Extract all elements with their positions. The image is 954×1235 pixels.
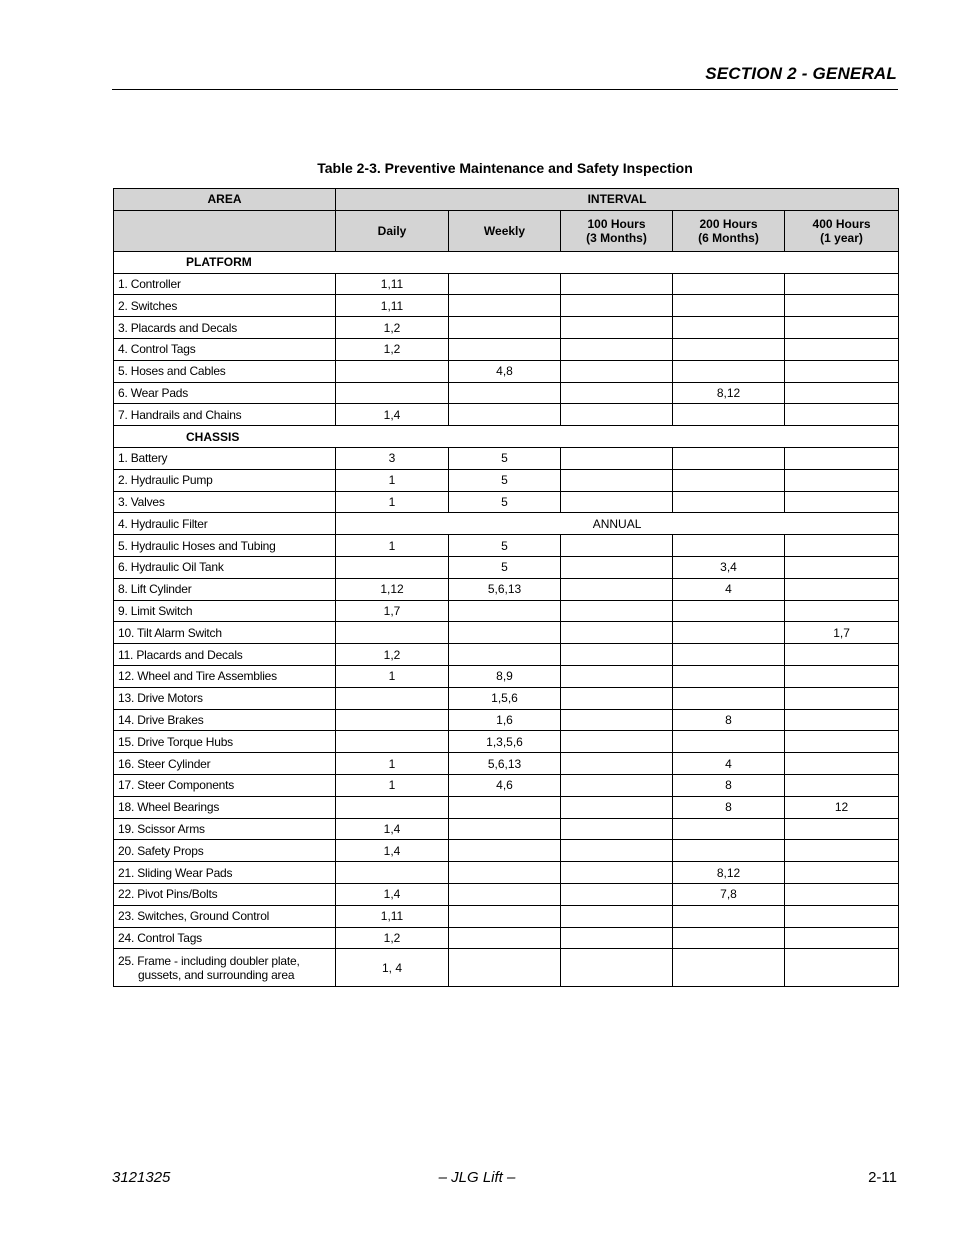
weekly-cell: 5 xyxy=(449,469,561,491)
table-row xyxy=(114,491,899,513)
table-row xyxy=(114,796,899,818)
100-hours-cell xyxy=(561,447,673,469)
area-cell: 8. Lift Cylinder xyxy=(114,578,336,600)
table-row xyxy=(114,687,899,709)
400-hours-cell xyxy=(785,840,899,862)
weekly-cell xyxy=(449,862,561,884)
daily-cell: 3 xyxy=(336,447,449,469)
area-cell: 7. Handrails and Chains xyxy=(114,404,336,426)
weekly-cell xyxy=(449,382,561,404)
400-hours-cell xyxy=(785,600,899,622)
200-hours-cell xyxy=(673,927,785,949)
weekly-cell: 5,6,13 xyxy=(449,578,561,600)
400-hours-cell xyxy=(785,644,899,666)
weekly-cell: 1,5,6 xyxy=(449,687,561,709)
100-hours-cell xyxy=(561,578,673,600)
200-hours-cell xyxy=(673,731,785,753)
100-hours-cell xyxy=(561,338,673,360)
weekly-cell xyxy=(449,622,561,644)
weekly-cell xyxy=(449,338,561,360)
400-hours-cell xyxy=(785,447,899,469)
400-hours-cell xyxy=(785,404,899,426)
400-hours-label: 400 Hours xyxy=(812,216,871,231)
table-row xyxy=(114,753,899,775)
table-row xyxy=(114,600,899,622)
400-hours-cell xyxy=(785,862,899,884)
weekly-cell: 1,3,5,6 xyxy=(449,731,561,753)
weekly-cell xyxy=(449,818,561,840)
100-hours-cell xyxy=(561,796,673,818)
area-cell xyxy=(114,949,336,987)
3-months-label: (3 Months) xyxy=(586,230,647,245)
100-hours-cell xyxy=(561,556,673,578)
area-cell: 3. Placards and Decals xyxy=(114,317,336,339)
daily-cell: 1,4 xyxy=(336,818,449,840)
table-row xyxy=(114,295,899,317)
100-hours-cell xyxy=(561,774,673,796)
400-hours-cell xyxy=(785,665,899,687)
area-subheader-blank xyxy=(114,210,336,251)
daily-cell: 1,11 xyxy=(336,905,449,927)
200-hours-cell xyxy=(673,644,785,666)
400-hours-cell xyxy=(785,491,899,513)
400-hours-cell xyxy=(785,578,899,600)
area-cell: 19. Scissor Arms xyxy=(114,818,336,840)
400-hours-cell xyxy=(785,273,899,295)
daily-cell xyxy=(336,796,449,818)
daily-cell: 1,2 xyxy=(336,317,449,339)
200-hours-cell: 8,12 xyxy=(673,862,785,884)
daily-cell: 1, 4 xyxy=(336,949,449,987)
interval-header: INTERVAL xyxy=(336,189,899,211)
200-hours-cell: 8,12 xyxy=(673,382,785,404)
table-row xyxy=(114,360,899,382)
weekly-cell: 1,6 xyxy=(449,709,561,731)
daily-cell: 1 xyxy=(336,774,449,796)
weekly-cell xyxy=(449,840,561,862)
weekly-cell: 5 xyxy=(449,535,561,557)
platform-group-row xyxy=(114,251,899,273)
table-row xyxy=(114,731,899,753)
400-hours-cell xyxy=(785,317,899,339)
200-hours-cell xyxy=(673,317,785,339)
200-hours-cell: 8 xyxy=(673,709,785,731)
area-cell: 20. Safety Props xyxy=(114,840,336,862)
1-year-label: (1 year) xyxy=(820,230,863,245)
maintenance-table xyxy=(113,188,899,987)
area-cell: 1. Battery xyxy=(114,447,336,469)
daily-cell: 1 xyxy=(336,753,449,775)
weekly-cell: 5 xyxy=(449,447,561,469)
area-cell: 5. Hydraulic Hoses and Tubing xyxy=(114,535,336,557)
100-hours-cell xyxy=(561,404,673,426)
daily-cell: 1 xyxy=(336,665,449,687)
weekly-cell xyxy=(449,905,561,927)
table-row xyxy=(114,818,899,840)
header-row-1 xyxy=(114,189,899,211)
area-cell: 11. Placards and Decals xyxy=(114,644,336,666)
200-hours-cell: 7,8 xyxy=(673,883,785,905)
area-cell: 6. Hydraulic Oil Tank xyxy=(114,556,336,578)
400-hours-cell xyxy=(785,774,899,796)
area-cell: 12. Wheel and Tire Assemblies xyxy=(114,665,336,687)
100-hours-cell xyxy=(561,382,673,404)
area-cell: 3. Valves xyxy=(114,491,336,513)
100-hours-cell xyxy=(561,317,673,339)
header-row-2 xyxy=(114,210,899,251)
table-row xyxy=(114,338,899,360)
100-hours-cell xyxy=(561,600,673,622)
annual-cell: ANNUAL xyxy=(336,513,899,535)
100-hours-cell xyxy=(561,883,673,905)
table-row xyxy=(114,469,899,491)
200-hours-cell xyxy=(673,535,785,557)
200-hours-cell xyxy=(673,600,785,622)
200-hours-header xyxy=(673,210,785,251)
table-row xyxy=(114,883,899,905)
daily-cell: 1,11 xyxy=(336,295,449,317)
table-row xyxy=(114,535,899,557)
daily-cell xyxy=(336,862,449,884)
200-hours-cell: 8 xyxy=(673,774,785,796)
frame-area-line2: gussets, and surrounding area xyxy=(138,967,295,982)
6-months-label: (6 Months) xyxy=(698,230,759,245)
header-divider xyxy=(112,89,898,90)
100-hours-cell xyxy=(561,862,673,884)
area-cell: 16. Steer Cylinder xyxy=(114,753,336,775)
daily-cell xyxy=(336,731,449,753)
daily-cell: 1,4 xyxy=(336,404,449,426)
200-hours-cell xyxy=(673,338,785,360)
area-cell: 1. Controller xyxy=(114,273,336,295)
100-hours-cell xyxy=(561,644,673,666)
area-cell: 4. Hydraulic Filter xyxy=(114,513,336,535)
400-hours-cell xyxy=(785,818,899,840)
daily-cell: 1,11 xyxy=(336,273,449,295)
200-hours-cell xyxy=(673,404,785,426)
200-hours-cell xyxy=(673,840,785,862)
100-hours-cell xyxy=(561,469,673,491)
400-hours-cell xyxy=(785,295,899,317)
200-hours-label: 200 Hours xyxy=(699,216,758,231)
weekly-cell xyxy=(449,404,561,426)
daily-cell: 1,7 xyxy=(336,600,449,622)
weekly-cell xyxy=(449,644,561,666)
100-hours-header xyxy=(561,210,673,251)
hydraulic-filter-row xyxy=(114,513,899,535)
400-hours-cell: 12 xyxy=(785,796,899,818)
frame-area-line1: 25. Frame - including doubler plate, xyxy=(118,953,300,968)
400-hours-cell xyxy=(785,382,899,404)
frame-row xyxy=(114,949,899,987)
area-cell: 13. Drive Motors xyxy=(114,687,336,709)
400-hours-cell xyxy=(785,927,899,949)
weekly-cell xyxy=(449,883,561,905)
weekly-cell xyxy=(449,317,561,339)
100-hours-cell xyxy=(561,535,673,557)
200-hours-cell xyxy=(673,622,785,644)
table-row xyxy=(114,905,899,927)
200-hours-cell xyxy=(673,360,785,382)
100-hours-cell xyxy=(561,709,673,731)
chassis-group-label: CHASSIS xyxy=(114,426,899,448)
area-cell: 22. Pivot Pins/Bolts xyxy=(114,883,336,905)
weekly-cell xyxy=(449,927,561,949)
table-body xyxy=(114,251,899,987)
100-hours-cell xyxy=(561,295,673,317)
weekly-cell xyxy=(449,796,561,818)
weekly-cell: 5 xyxy=(449,491,561,513)
200-hours-cell xyxy=(673,491,785,513)
100-hours-cell xyxy=(561,273,673,295)
area-cell: 2. Switches xyxy=(114,295,336,317)
400-hours-cell xyxy=(785,469,899,491)
table-row xyxy=(114,273,899,295)
daily-cell xyxy=(336,382,449,404)
weekly-cell: 5,6,13 xyxy=(449,753,561,775)
200-hours-cell xyxy=(673,469,785,491)
weekly-cell: 4,6 xyxy=(449,774,561,796)
area-cell: 17. Steer Components xyxy=(114,774,336,796)
area-cell: 15. Drive Torque Hubs xyxy=(114,731,336,753)
200-hours-cell xyxy=(673,295,785,317)
table-row xyxy=(114,709,899,731)
table-row xyxy=(114,317,899,339)
daily-cell xyxy=(336,687,449,709)
weekly-cell: 8,9 xyxy=(449,665,561,687)
daily-cell xyxy=(336,556,449,578)
daily-cell: 1,4 xyxy=(336,883,449,905)
weekly-cell: 5 xyxy=(449,556,561,578)
area-cell: 24. Control Tags xyxy=(114,927,336,949)
weekly-cell xyxy=(449,600,561,622)
200-hours-cell: 3,4 xyxy=(673,556,785,578)
footer-brand: – JLG Lift – xyxy=(438,1169,516,1186)
table-title: Table 2-3. Preventive Maintenance and Safety Inspection xyxy=(317,160,693,176)
100-hours-cell xyxy=(561,731,673,753)
area-cell: 6. Wear Pads xyxy=(114,382,336,404)
table-row xyxy=(114,578,899,600)
100-hours-cell xyxy=(561,360,673,382)
400-hours-cell xyxy=(785,556,899,578)
table-row xyxy=(114,447,899,469)
200-hours-cell xyxy=(673,273,785,295)
table-row xyxy=(114,862,899,884)
100-hours-cell xyxy=(561,818,673,840)
table-row xyxy=(114,404,899,426)
weekly-header: Weekly xyxy=(449,210,561,251)
200-hours-cell xyxy=(673,687,785,709)
200-hours-cell xyxy=(673,447,785,469)
daily-cell: 1 xyxy=(336,469,449,491)
daily-cell: 1 xyxy=(336,491,449,513)
daily-cell: 1,12 xyxy=(336,578,449,600)
table-row xyxy=(114,644,899,666)
100-hours-cell xyxy=(561,491,673,513)
200-hours-cell xyxy=(673,665,785,687)
daily-cell: 1,2 xyxy=(336,927,449,949)
400-hours-cell xyxy=(785,360,899,382)
area-cell: 21. Sliding Wear Pads xyxy=(114,862,336,884)
section-title: SECTION 2 - GENERAL xyxy=(705,64,897,83)
200-hours-cell: 4 xyxy=(673,753,785,775)
daily-header: Daily xyxy=(336,210,449,251)
daily-cell xyxy=(336,709,449,731)
document-number: 3121325 xyxy=(112,1169,171,1186)
200-hours-cell: 4 xyxy=(673,578,785,600)
area-cell: 23. Switches, Ground Control xyxy=(114,905,336,927)
weekly-cell xyxy=(449,295,561,317)
weekly-cell: 4,8 xyxy=(449,360,561,382)
400-hours-cell xyxy=(785,905,899,927)
area-cell: 10. Tilt Alarm Switch xyxy=(114,622,336,644)
100-hours-cell xyxy=(561,949,673,987)
daily-cell xyxy=(336,622,449,644)
100-hours-label: 100 Hours xyxy=(587,216,646,231)
area-cell: 18. Wheel Bearings xyxy=(114,796,336,818)
table-row xyxy=(114,665,899,687)
100-hours-cell xyxy=(561,753,673,775)
area-cell: 14. Drive Brakes xyxy=(114,709,336,731)
table-row xyxy=(114,382,899,404)
200-hours-cell xyxy=(673,905,785,927)
400-hours-cell xyxy=(785,883,899,905)
daily-cell: 1,2 xyxy=(336,644,449,666)
page-number: 2-11 xyxy=(868,1169,897,1186)
weekly-cell xyxy=(449,949,561,987)
400-hours-header xyxy=(785,210,899,251)
200-hours-cell xyxy=(673,818,785,840)
400-hours-cell xyxy=(785,709,899,731)
platform-group-label: PLATFORM xyxy=(114,251,899,273)
area-cell: 2. Hydraulic Pump xyxy=(114,469,336,491)
400-hours-cell xyxy=(785,535,899,557)
area-cell: 5. Hoses and Cables xyxy=(114,360,336,382)
area-cell: 4. Control Tags xyxy=(114,338,336,360)
200-hours-cell: 8 xyxy=(673,796,785,818)
100-hours-cell xyxy=(561,905,673,927)
400-hours-cell xyxy=(785,753,899,775)
table-row xyxy=(114,556,899,578)
table-row xyxy=(114,774,899,796)
weekly-cell xyxy=(449,273,561,295)
daily-cell: 1 xyxy=(336,535,449,557)
chassis-group-row xyxy=(114,426,899,448)
100-hours-cell xyxy=(561,687,673,709)
area-cell: 9. Limit Switch xyxy=(114,600,336,622)
100-hours-cell xyxy=(561,622,673,644)
400-hours-cell xyxy=(785,731,899,753)
table-row xyxy=(114,840,899,862)
100-hours-cell xyxy=(561,840,673,862)
400-hours-cell xyxy=(785,338,899,360)
400-hours-cell xyxy=(785,949,899,987)
100-hours-cell xyxy=(561,927,673,949)
400-hours-cell xyxy=(785,687,899,709)
area-header: AREA xyxy=(114,189,336,211)
200-hours-cell xyxy=(673,949,785,987)
table-row xyxy=(114,622,899,644)
daily-cell: 1,4 xyxy=(336,840,449,862)
table-row xyxy=(114,927,899,949)
daily-cell: 1,2 xyxy=(336,338,449,360)
100-hours-cell xyxy=(561,665,673,687)
400-hours-cell: 1,7 xyxy=(785,622,899,644)
daily-cell xyxy=(336,360,449,382)
